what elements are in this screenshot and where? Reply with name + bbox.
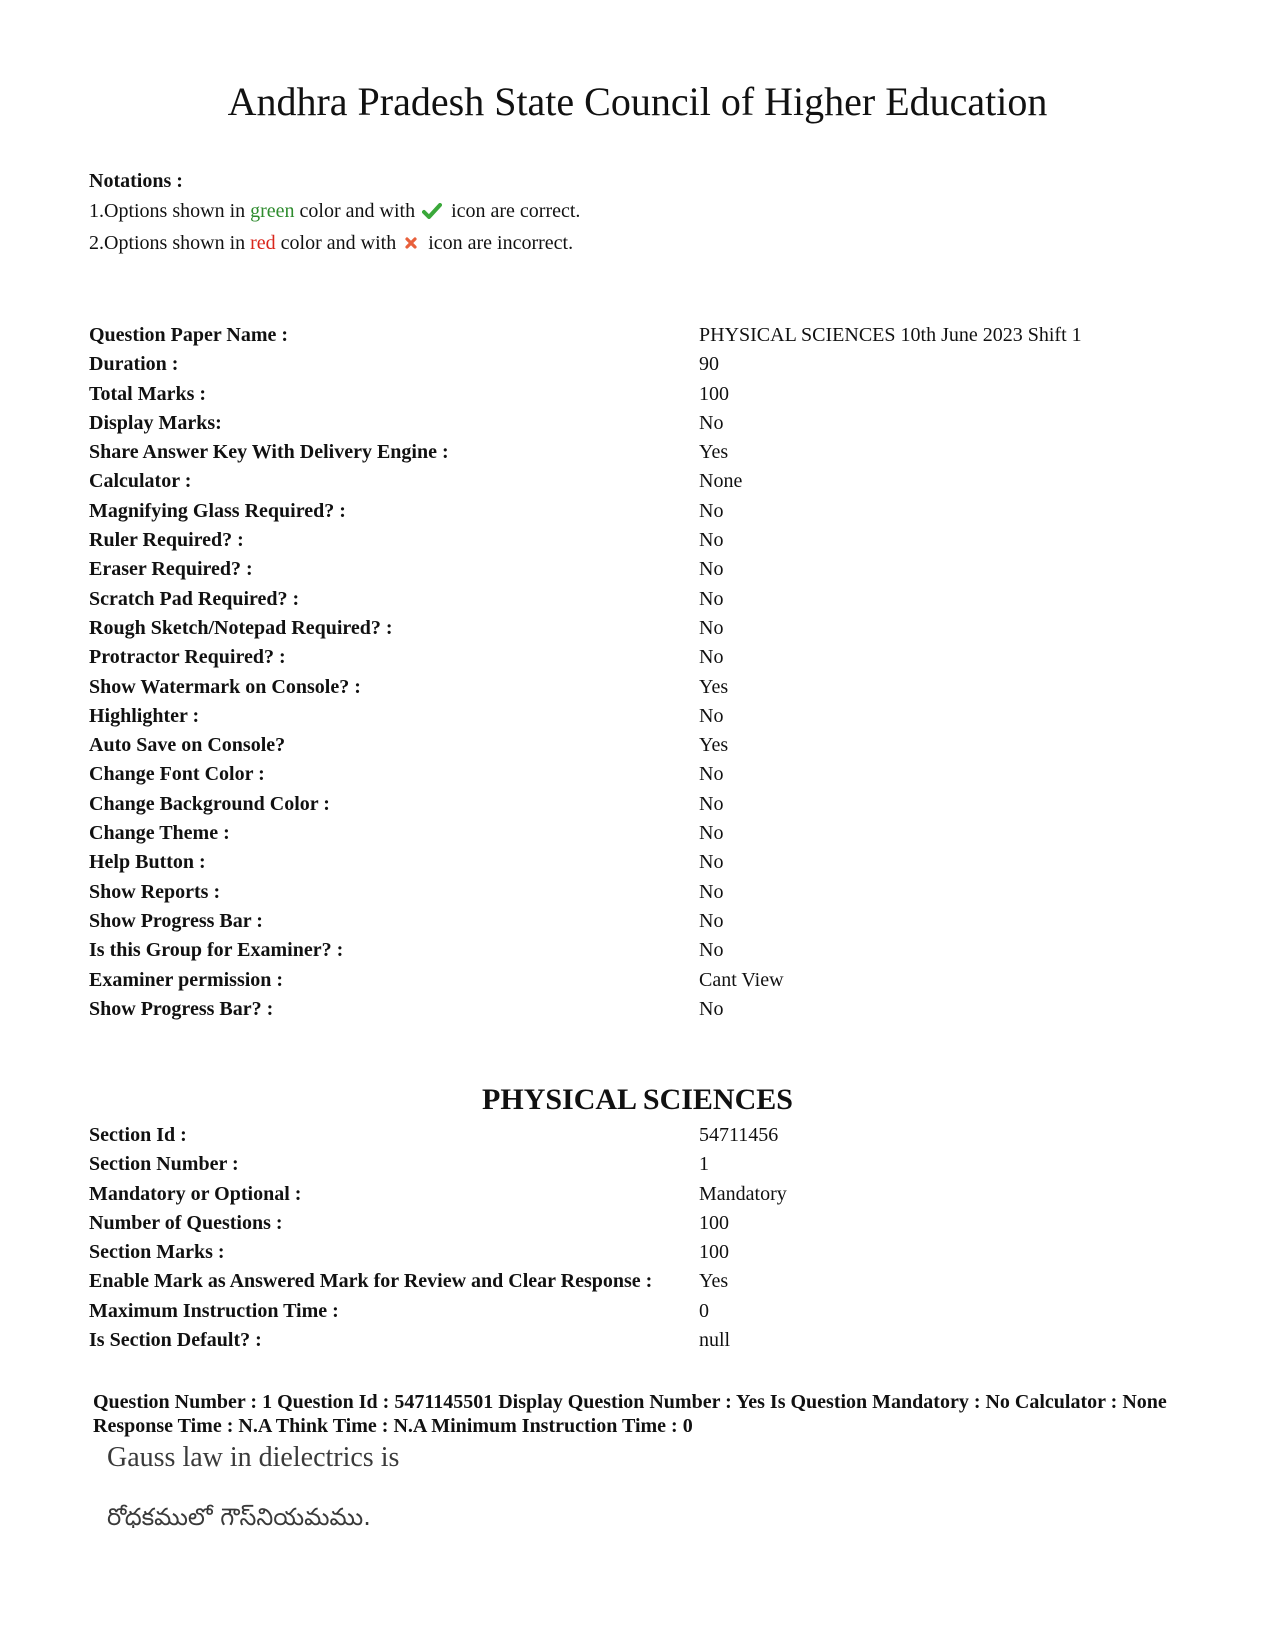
detail-value: PHYSICAL SCIENCES 10th June 2023 Shift 1 [699, 324, 1082, 346]
section-value: 100 [699, 1241, 729, 1264]
detail-label: Total Marks : [89, 382, 207, 405]
notation-correct-middle: color and with [294, 200, 421, 222]
section-value: null [699, 1329, 731, 1352]
detail-value: No [699, 558, 724, 581]
question-text-english: Gauss law in dielectrics is [107, 1442, 400, 1473]
section-label: Enable Mark as Answered Mark for Review and Clear Response : [89, 1270, 653, 1293]
section-label: Section Number : [89, 1153, 239, 1176]
detail-value: No [699, 587, 724, 610]
section-heading: PHYSICAL SCIENCES [482, 1083, 793, 1116]
detail-label: Duration : [89, 353, 179, 376]
detail-label: Highlighter : [89, 704, 200, 727]
section-value: Mandatory [699, 1182, 787, 1205]
section-label: Maximum Instruction Time : [89, 1299, 339, 1322]
section-label: Is Section Default? : [89, 1329, 262, 1352]
red-word: red [250, 232, 276, 254]
detail-label: Help Button : [89, 851, 206, 874]
detail-value: No [699, 499, 724, 522]
notation-incorrect-middle: color and with [275, 232, 402, 254]
detail-value: No [699, 997, 724, 1020]
detail-label: Share Answer Key With Delivery Engine : [89, 441, 449, 464]
check-icon [422, 198, 442, 228]
detail-value: No [699, 851, 724, 874]
section-value: 100 [699, 1211, 729, 1234]
detail-value: No [699, 909, 724, 932]
detail-label: Change Background Color : [89, 792, 330, 815]
detail-label: Display Marks: [89, 411, 222, 434]
detail-label: Calculator : [89, 470, 192, 493]
notation-correct-suffix: icon are correct. [446, 200, 581, 222]
notations-heading: Notations : [89, 170, 183, 192]
detail-label: Eraser Required? : [89, 558, 253, 581]
detail-value: No [699, 616, 724, 639]
detail-value: None [699, 470, 743, 493]
section-value: 54711456 [699, 1124, 779, 1146]
detail-value: Yes [699, 441, 729, 464]
green-word: green [250, 200, 295, 222]
detail-label: Show Progress Bar? : [89, 997, 274, 1020]
detail-label: Change Font Color : [89, 763, 265, 786]
detail-label: Magnifying Glass Required? : [89, 499, 346, 522]
section-label: Section Id : [89, 1124, 187, 1146]
notation-correct [89, 196, 580, 228]
question-text-telugu: రోధకములో గౌస్‌నియమము. [107, 1503, 371, 1531]
detail-label: Scratch Pad Required? : [89, 587, 300, 610]
detail-label: Auto Save on Console? [89, 734, 286, 757]
detail-value: Yes [699, 734, 729, 757]
detail-label: Show Watermark on Console? : [89, 675, 361, 698]
detail-value: 90 [699, 353, 719, 376]
notation-incorrect-prefix: 2.Options shown in [89, 232, 251, 254]
detail-value: No [699, 411, 724, 434]
detail-value: No [699, 763, 724, 786]
detail-label: Ruler Required? : [89, 529, 244, 552]
detail-label: Protractor Required? : [89, 646, 286, 669]
detail-value: No [699, 529, 724, 552]
notations [89, 166, 580, 260]
detail-value: No [699, 939, 724, 962]
detail-label: Question Paper Name : [89, 324, 289, 346]
detail-label: Show Progress Bar : [89, 909, 263, 932]
detail-value: No [699, 792, 724, 815]
detail-value: No [699, 646, 724, 669]
detail-value: No [699, 822, 724, 845]
section-value: 1 [699, 1153, 709, 1176]
detail-label: Rough Sketch/Notepad Required? : [89, 616, 393, 639]
section-label: Section Marks : [89, 1241, 225, 1264]
section-value: 0 [699, 1299, 709, 1322]
detail-value: No [699, 704, 724, 727]
notation-correct-prefix: 1.Options shown in [89, 200, 251, 222]
detail-value: No [699, 880, 724, 903]
notation-incorrect [89, 228, 580, 260]
detail-label: Show Reports : [89, 880, 221, 903]
detail-value: 100 [699, 382, 729, 405]
detail-label: Examiner permission : [89, 968, 284, 991]
detail-label: Change Theme : [89, 822, 230, 845]
cross-icon [403, 230, 419, 260]
section-value: Yes [699, 1270, 729, 1293]
notation-incorrect-suffix: icon are incorrect. [423, 232, 574, 254]
section-label: Mandatory or Optional : [89, 1182, 302, 1205]
question-meta: Question Number : 1 Question Id : 5471145501 Display Question Number : Yes Is Question Mandatory : No Calculator : None Response Time : N.A Think Time : N.A Minimum Instruction Time : 0 [93, 1391, 1167, 1437]
page-title: Andhra Pradesh State Council of Higher Education [227, 79, 1048, 124]
detail-value: Cant View [699, 968, 784, 991]
question-body [107, 1438, 399, 1534]
detail-label: Is this Group for Examiner? : [89, 939, 344, 962]
detail-value: Yes [699, 675, 729, 698]
section-label: Number of Questions : [89, 1211, 283, 1234]
